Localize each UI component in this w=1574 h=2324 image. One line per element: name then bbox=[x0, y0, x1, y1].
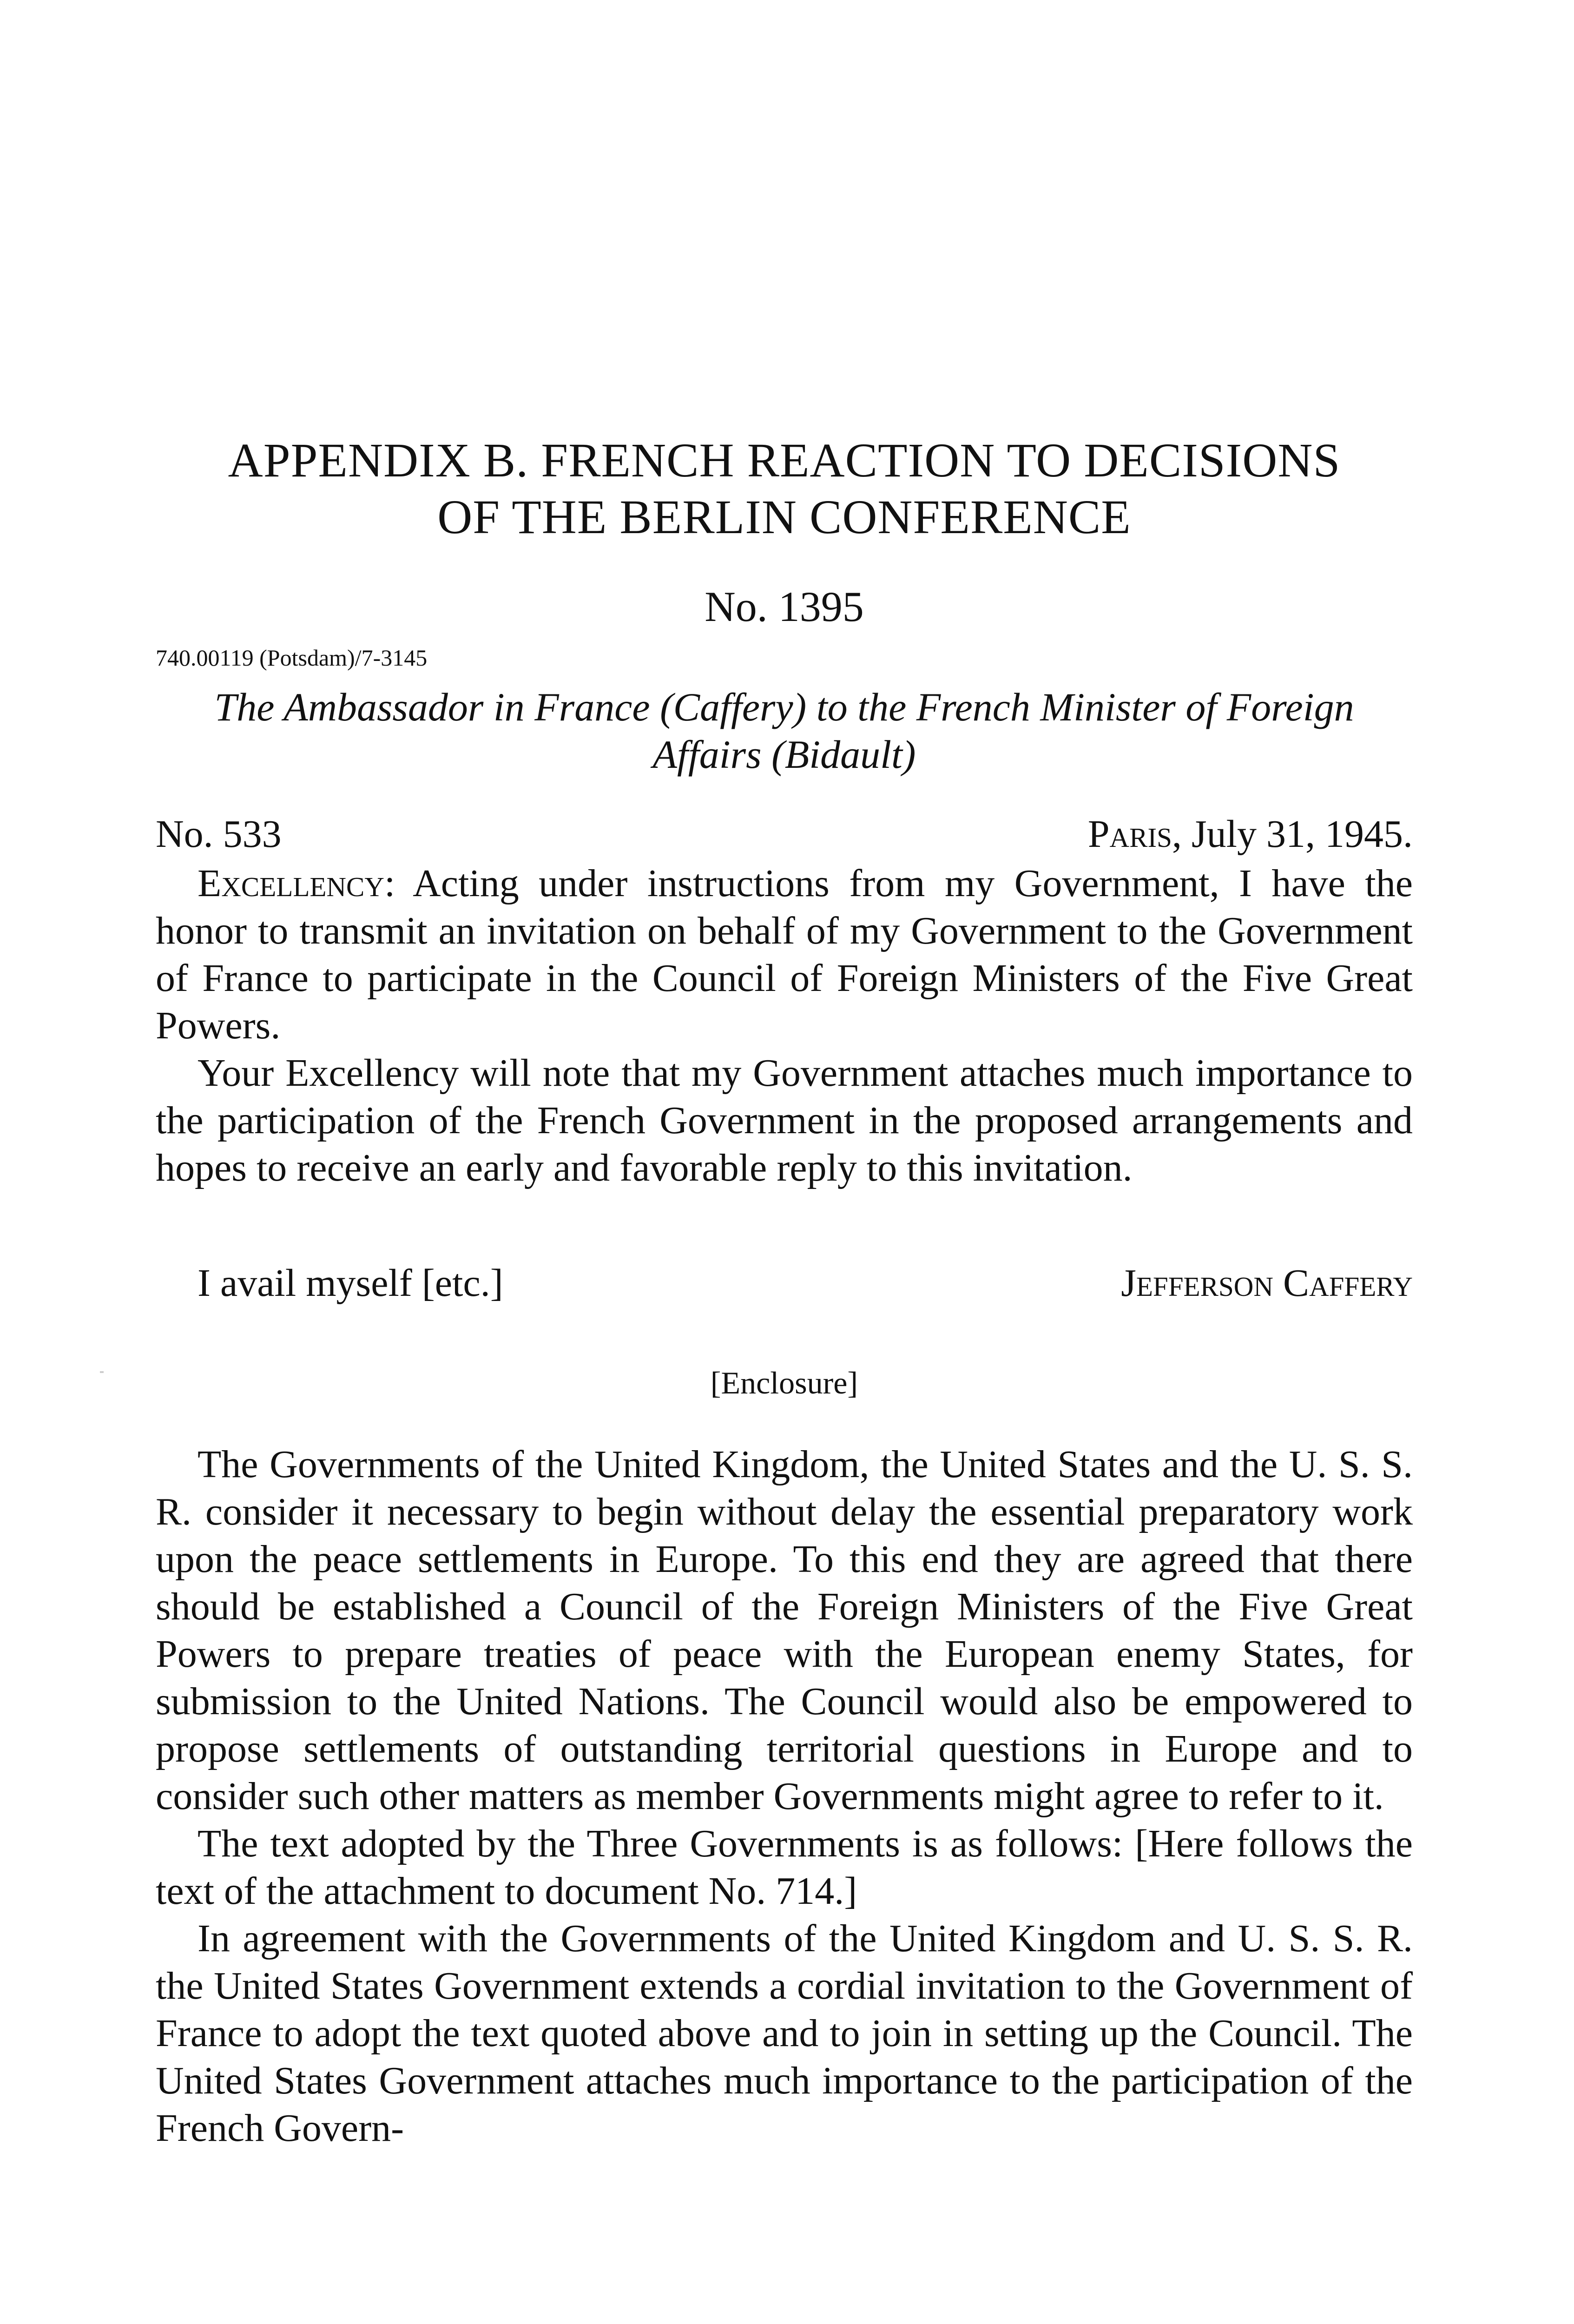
enclosure-body bbox=[156, 1441, 1413, 2152]
closing-phrase: I avail myself [etc.] bbox=[198, 1261, 503, 1305]
appendix-title bbox=[156, 432, 1413, 546]
scan-speck bbox=[100, 1371, 104, 1373]
document-heading bbox=[156, 683, 1413, 778]
place: Paris bbox=[1087, 812, 1172, 856]
title-line-1: APPENDIX B. FRENCH REACTION TO DECISIONS bbox=[228, 434, 1341, 487]
enclosure-label: [Enclosure] bbox=[710, 1365, 858, 1400]
note-number: No. 533 bbox=[156, 812, 282, 856]
letter-paragraph-1 bbox=[156, 860, 1413, 1050]
heading-line-1: The Ambassador in France (Caffery) to the French Minister of Foreign bbox=[214, 685, 1354, 729]
heading-line-2: Affairs (Bidault) bbox=[652, 732, 916, 777]
enclosure-paragraph-1: The Governments of the United Kingdom, the United States and the U. S. S. R. consider it necessary to begin without delay the essential preparatory work upon the peace settlements in Europe. To this end they are agreed that there should be established a Council of the Foreign Ministers of the Five Great Powers to prepare treaties of peace with the European enemy States, for submission to the United Nations. The Council would also be empowered to propose settlements of outstanding territorial questions in Europe and to consider such other matters as member Governments might agree to refer to it. bbox=[156, 1443, 1413, 1818]
enclosure-paragraph-2: The text adopted by the Three Governments is as follows: [Here follows the text of the attachment to document No. 714.] bbox=[156, 1822, 1413, 1913]
document-number: No. 1395 bbox=[705, 583, 864, 630]
place-and-date bbox=[1088, 811, 1413, 858]
title-line-2: OF THE BERLIN CONFERENCE bbox=[437, 490, 1131, 544]
file-reference: 740.00119 (Potsdam)/7-3145 bbox=[156, 645, 428, 671]
date: , July 31, 1945. bbox=[1172, 812, 1413, 856]
letter-body bbox=[156, 860, 1413, 1192]
paragraph-1-text: : Acting under instructions from my Government, I have the honor to transmit an invitation on behalf of my Government to the Government of France to participate in the Council of Foreign Ministers of the Five Great Powers. bbox=[156, 862, 1413, 1047]
letter-paragraph-2: Your Excellency will note that my Government attaches much importance to the participation of the French Government in the proposed arrangements and hopes to receive an early and favorable reply to this invitation. bbox=[156, 1051, 1413, 1189]
enclosure-paragraph-3: In agreement with the Governments of the United Kingdom and U. S. S. R. the United States Government extends a cordial invitation to the Government of France to adopt the text quoted above and to join in setting up the Council. The United States Government attaches much importance to the participation of the French Govern- bbox=[156, 1917, 1413, 2150]
salutation: Excellency bbox=[198, 862, 384, 905]
signature: Jefferson Caffery bbox=[1121, 1261, 1413, 1305]
